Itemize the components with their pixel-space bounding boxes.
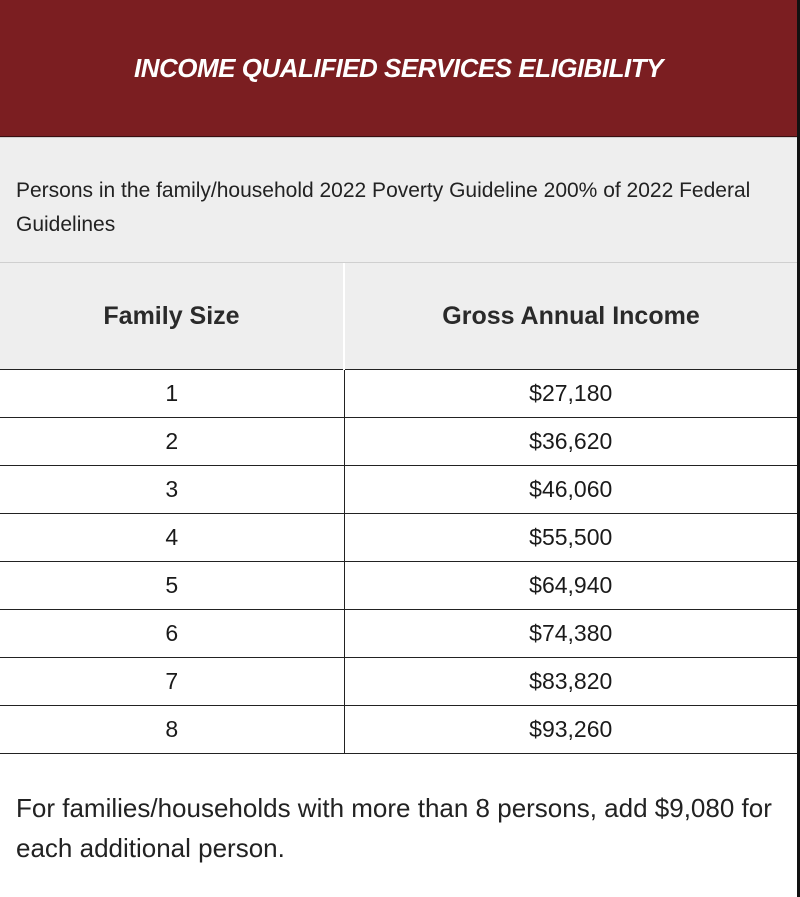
table-row: [0, 610, 797, 658]
column-header-gross-annual-income: Gross Annual Income: [344, 263, 797, 370]
income-cell: $46,060: [344, 466, 797, 514]
header-row: [0, 263, 797, 370]
guideline-description: Persons in the family/household 2022 Poverty Guideline 200% of 2022 Federal Guidelines: [0, 137, 797, 263]
table-row: [0, 418, 797, 466]
family-size-cell: 1: [0, 370, 344, 418]
table-row: [0, 466, 797, 514]
family-size-cell: 6: [0, 610, 344, 658]
table-row: [0, 370, 797, 418]
table-row: [0, 562, 797, 610]
family-size-cell: 4: [0, 514, 344, 562]
family-size-cell: 5: [0, 562, 344, 610]
title-banner: [0, 0, 797, 137]
table-header: [0, 263, 797, 370]
table-row: [0, 658, 797, 706]
income-cell: $74,380: [344, 610, 797, 658]
income-table: [0, 263, 797, 754]
family-size-cell: 3: [0, 466, 344, 514]
income-cell: $55,500: [344, 514, 797, 562]
table-row: [0, 514, 797, 562]
family-size-cell: 8: [0, 706, 344, 754]
income-cell: $27,180: [344, 370, 797, 418]
family-size-cell: 7: [0, 658, 344, 706]
page-title: INCOME QUALIFIED SERVICES ELIGIBILITY: [134, 52, 663, 83]
family-size-cell: 2: [0, 418, 344, 466]
table-row: [0, 706, 797, 754]
column-header-family-size: Family Size: [0, 263, 344, 370]
income-cell: $64,940: [344, 562, 797, 610]
additional-person-note: For families/households with more than 8 persons, add $9,080 for each additional person.: [16, 793, 772, 863]
income-cell: $93,260: [344, 706, 797, 754]
income-cell: $83,820: [344, 658, 797, 706]
table-body: [0, 370, 797, 754]
income-cell: $36,620: [344, 418, 797, 466]
